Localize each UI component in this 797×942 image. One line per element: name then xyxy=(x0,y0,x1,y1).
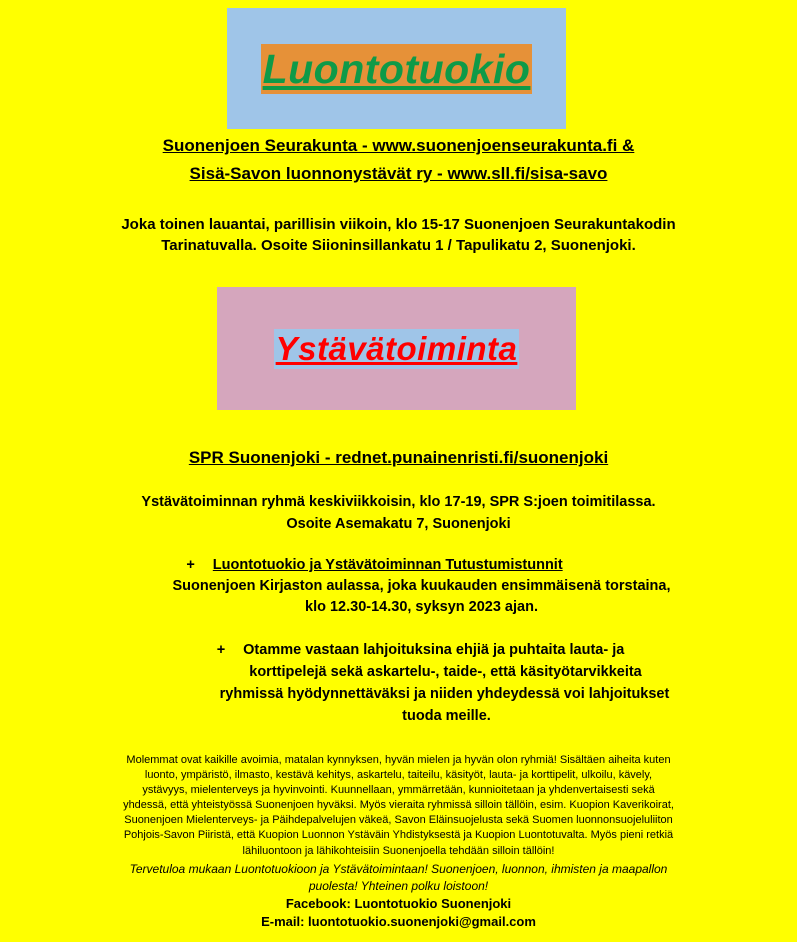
bullet2-line-3: ryhmissä hyödynnettäväksi ja niiden yhdeydessä voi lahjoitukset xyxy=(219,686,670,702)
footer-text-line-2: luonto, ympäristö, ilmasto, kestävä kehitys, askartelu, taiteilu, käsityöt, lauta- ja korttipelit, ulkoilu, kävely, xyxy=(144,769,653,781)
footer-text-line-1: Molemmat ovat kaikille avoimia, matalan kynnyksen, hyvän mielen ja hyvän olon ryhmiä! Sisältäen aiheita kuten xyxy=(126,754,671,766)
bullet2-plus-icon: + xyxy=(216,642,226,658)
welcome-line-1: Tervetuloa mukaan Luontotuokioon ja Ystävätoimintaan! Suonenjoen, luonnon, ihmisten ja maapallon xyxy=(129,862,668,876)
footer-text-line-4: yhdessä, että yhteistyössä Suonenjoen hyväksi. Myös vieraita ryhmissä silloin tällöin, esim. Kuopion Kaverikoirat, xyxy=(123,799,674,811)
footer-text-line-3: ystävyys, mielenterveys ja hyvinvointi. Kuunnellaan, ymmärretään, kunnioitetaan ja yhdenvertaisesti sekä xyxy=(142,784,655,796)
ystavatoiminta-title-box xyxy=(217,287,576,410)
luontotuokio-organizer-line-2: Sisä-Savon luonnonystävät ry - www.sll.fi/sisa-savo xyxy=(189,164,608,183)
bullet1-plus-icon: + xyxy=(186,557,195,573)
footer-text-line-6: Pohjois-Savon Piiristä, että Kuopion Luonnon Ystäväin Yhdistyksestä ja Kuopion Luontotuvalta. Myös pieni retkiä xyxy=(123,829,674,841)
bullet2-line-1-row xyxy=(22,642,797,658)
bullet2-line-1: Otamme vastaan lahjoituksina ehjiä ja puhtaita lauta- ja xyxy=(243,642,625,658)
bullet2-line-2: korttipelejä sekä askartelu-, taide-, että käsityötarvikkeita xyxy=(249,664,642,680)
ystavatoiminta-title: Ystävätoiminta xyxy=(275,329,518,367)
bullet1-heading: Luontotuokio ja Ystävätoiminnan Tutustumistunnit xyxy=(212,557,563,573)
email-contact: E-mail: luontotuokio.suonenjoki@gmail.com xyxy=(261,914,536,929)
luontotuokio-organizer-line-1: Suonenjoen Seurakunta - www.suonenjoenseurakunta.fi & xyxy=(162,136,635,155)
ystavatoiminta-schedule-line-2: Osoite Asemakatu 7, Suonenjoki xyxy=(286,516,511,532)
ystavatoiminta-schedule-line-1: Ystävätoiminnan ryhmä keskiviikkoisin, klo 17-19, SPR S:joen toimitilassa. xyxy=(141,494,656,510)
luontotuokio-schedule-line-2: Tarinatuvalla. Osoite Siioninsillankatu 1 / Tapulikatu 2, Suonenjoki. xyxy=(161,237,636,254)
bullet2-line-4: tuoda meille. xyxy=(402,708,491,724)
facebook-contact: Facebook: Luontotuokio Suonenjoki xyxy=(285,896,512,911)
footer-text-line-5: Suonenjoen Mielenterveys- ja Päihdepalvelujen väkeä, Savon Eläinsuojelusta sekä Suomen luonnonsuojeluliiton xyxy=(124,814,673,826)
footer-text-line-7: lähiluontoon ja lähikohteisiin Suonenjoella tehdään silloin tällöin! xyxy=(242,845,555,857)
ystavatoiminta-organizer-line: SPR Suonenjoki - rednet.punainenristi.fi/suonenjoki xyxy=(188,448,609,467)
bullet1-heading-row xyxy=(0,557,773,573)
luontotuokio-schedule-line-1: Joka toinen lauantai, parillisin viikoin, klo 15-17 Suonenjoen Seurakuntakodin xyxy=(121,216,676,233)
bullet1-line-3: klo 12.30-14.30, syksyn 2023 ajan. xyxy=(305,599,538,615)
luontotuokio-title: Luontotuokio xyxy=(262,45,531,92)
welcome-line-2: puolesta! Yhteinen polku loistoon! xyxy=(308,879,489,893)
luontotuokio-title-box xyxy=(227,8,566,129)
bullet1-line-2: Suonenjoen Kirjaston aulassa, joka kuukauden ensimmäisenä torstaina, xyxy=(172,578,671,594)
